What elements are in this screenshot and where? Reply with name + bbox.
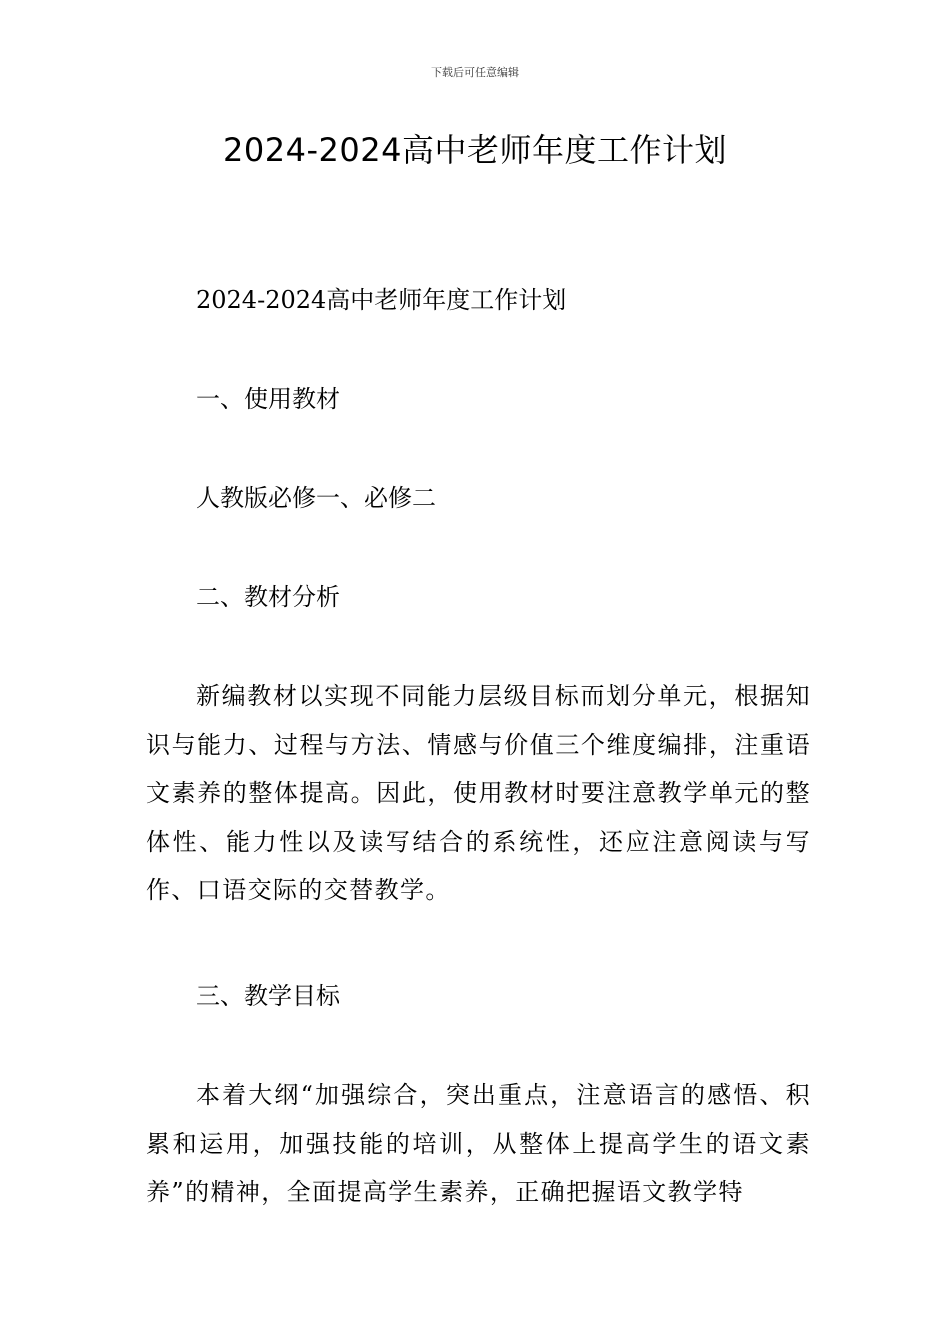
document-title: 2024-2024高中老师年度工作计划 <box>223 131 727 169</box>
header-note: 下载后可任意编辑 <box>431 66 519 79</box>
section-1-text: 人教版必修一、必修二 <box>196 484 436 512</box>
section-3-heading: 三、教学目标 <box>196 982 340 1010</box>
section-2-heading: 二、教材分析 <box>196 583 340 611</box>
document-subtitle: 2024-2024高中老师年度工作计划 <box>196 286 567 314</box>
section-1-heading: 一、使用教材 <box>196 385 340 413</box>
section-3-paragraph: 本着大纲“加强综合，突出重点，注意语言的感悟、积累和运用，加强技能的培训，从整体上提高学生的语文素养”的精神，全面提高学生素养，正确把握语文教学特 <box>146 1081 811 1206</box>
section-2-paragraph: 新编教材以实现不同能力层级目标而划分单元，根据知识与能力、过程与方法、情感与价值三个维度编排，注重语文素养的整体提高。因此，使用教材时要注意教学单元的整体性、能力性以及读写结合的系统性，还应注意阅读与写作、口语交际的交替教学。 <box>146 682 811 904</box>
